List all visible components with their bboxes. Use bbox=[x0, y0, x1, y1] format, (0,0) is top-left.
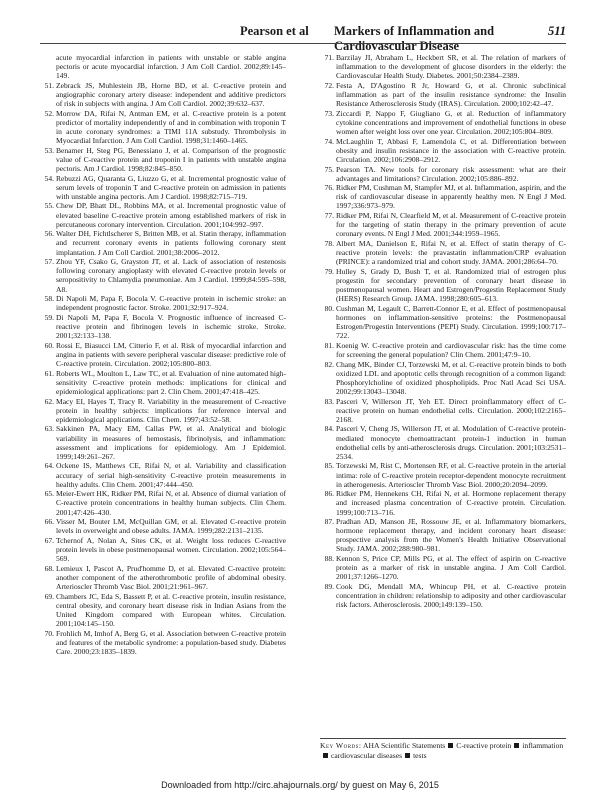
reference-item bbox=[320, 489, 566, 516]
reference-text: Ridker PM, Cushman M, Stampfer MJ, et al. Inflammation, aspirin, and the risk of cardiovascular disease in apparently healthy men. N Engl J Med. 1997;336:973–979. bbox=[336, 183, 566, 211]
reference-item bbox=[320, 397, 566, 424]
reference-item bbox=[40, 109, 286, 145]
reference-text: Tchernof A, Nolan A, Sites CK, et al. Weight loss reduces C-reactive protein levels in obese postmenopausal women. Circulation. 2002;105:564–569. bbox=[56, 535, 286, 564]
reference-number: 72. bbox=[324, 80, 334, 90]
reference-item bbox=[320, 517, 566, 553]
reference-text: Benamer H, Steg PG, Benessiano J, et al. Comparison of the prognostic value of C-reactive protein and troponin I in patients with unstable angina pectoris. Am J Cardiol. 1998;82:845–850. bbox=[56, 145, 286, 173]
reference-text: Koenig W. C-reactive protein and cardiovascular risk: has the time come for screening the general population? Clin Chem. 2001;47:9–10. bbox=[336, 340, 566, 359]
square-bullet-icon bbox=[448, 743, 453, 748]
reference-text: Di Napoli M, Papa F, Bocola V. C-reactive protein in ischemic stroke: an independent prognostic factor. Stroke. 2001;32:917–924. bbox=[56, 294, 286, 313]
reference-item bbox=[40, 294, 286, 312]
reference-text: Torzewski M, Rist C, Mortensen RF, et al. C-reactive protein in the arterial intima: role of C-reactive protein receptor-dependent monocyte recruitment in atherogenesis. Arterioscler Thromb Vasc Biol. 2000;20:2094–2099. bbox=[336, 461, 566, 489]
reference-text: Ockene IS, Matthews CE, Rifai N, et al. Variability and classification accuracy of serial high-sensitivity C-reactive protein measurements in healthy adults. Clin Chem. 2001;47:444–450. bbox=[56, 461, 286, 489]
reference-text: Barzilay JI, Abraham L, Heckbert SR, et al. The relation of markers of inflammation to the development of glucose disorders in the elderly: the Cardiovascular Health Study. Diabetes. 2001;50:2384–2389. bbox=[336, 53, 566, 81]
reference-number: 70. bbox=[44, 628, 54, 638]
key-word: AHA Scientific Statements bbox=[363, 741, 446, 750]
reference-text: Hulley S, Grady D, Bush T, et al. Randomized trial of estrogen plus progestin for secondary prevention of coronary heart disease in postmenopausal women. Heart and Estrogen/Progestin Replacement Study (HERS) Research Group. JAMA. 1998;280:605–613. bbox=[336, 266, 566, 304]
reference-text: Rebuzzi AG, Quaranta G, Liuzzo G, et al. Incremental prognostic value of serum levels of troponin T and C-reactive protein on admission in patients with unstable angina pectoris. Am J Cardiol. 1998;82:715–719. bbox=[56, 173, 286, 201]
reference-number: 77. bbox=[324, 211, 334, 221]
reference-number: 56. bbox=[44, 229, 54, 239]
keywords-rule bbox=[320, 738, 566, 739]
reference-number: 85. bbox=[324, 461, 334, 471]
reference-text: Meier-Ewert HK, Ridker PM, Rifai N, et al. Absence of diurnal variation of C-reactive protein concentrations in healthy human subjects. Clin Chem. 2001;47:426–430. bbox=[56, 489, 286, 517]
reference-text: Chew DP, Bhatt DL, Robbins MA, et al. Incremental prognostic value of elevated baseline C-reactive protein among established markers of risk in percutaneous coronary intervention. Circulation. 2001;104:992–997. bbox=[56, 201, 286, 229]
reference-text: Pasceri V, Willerson JT, Yeh ET. Direct proinflammatory effect of C-reactive protein on human endothelial cells. Circulation. 2000;102:2165–2168. bbox=[336, 396, 566, 424]
page-number: 511 bbox=[547, 24, 566, 38]
reference-number: 55. bbox=[44, 201, 54, 211]
reference-number: 75. bbox=[324, 164, 334, 174]
reference-list-left bbox=[40, 81, 286, 656]
reference-item bbox=[40, 489, 286, 516]
reference-number: 87. bbox=[324, 517, 334, 527]
reference-text: Cook DG, Mendall MA, Whincup PH, et al. C-reactive protein concentration in children: relationship to adiposity and other cardiovascular risk factors. Atherosclerosis. 2000;149:139–150. bbox=[336, 582, 566, 610]
reference-number: 54. bbox=[44, 173, 54, 183]
reference-text: Pearson TA. New tools for coronary risk assessment: what are their advantages and limitations? Circulation. 2002;105:886–892. bbox=[336, 164, 566, 183]
reference-number: 51. bbox=[44, 80, 54, 90]
reference-number: 53. bbox=[44, 145, 54, 155]
reference-number: 78. bbox=[324, 239, 334, 249]
reference-item bbox=[40, 174, 286, 201]
header-authors: Pearson et al bbox=[240, 24, 309, 38]
reference-number: 69. bbox=[44, 591, 54, 601]
reference-text: Walter DH, Fichtlscherer S, Britten MB, et al. Statin therapy, inflammation and recurrent coronary events in patients following coronary stent implantation. J Am Coll Cardiol. 2001;38:2006–2012. bbox=[56, 229, 286, 257]
key-word: cardiovascular diseases bbox=[331, 751, 403, 760]
reference-number: 52. bbox=[44, 108, 54, 118]
reference-item bbox=[40, 592, 286, 628]
reference-item bbox=[40, 201, 286, 228]
reference-item bbox=[40, 146, 286, 173]
reference-number: 68. bbox=[44, 563, 54, 573]
reference-number: 73. bbox=[324, 108, 334, 118]
reference-number: 62. bbox=[44, 396, 54, 406]
reference-number: 60. bbox=[44, 340, 54, 350]
reference-number: 81. bbox=[324, 340, 334, 350]
key-words bbox=[320, 741, 566, 761]
download-footer: Downloaded from http://circ.ahajournals.org/ by guest on May 6, 2015 bbox=[161, 780, 439, 790]
reference-item bbox=[320, 183, 566, 210]
reference-item bbox=[320, 165, 566, 183]
references-right-column bbox=[320, 53, 566, 610]
reference-item bbox=[40, 629, 286, 656]
reference-item bbox=[320, 211, 566, 238]
reference-item bbox=[40, 257, 286, 293]
reference-item bbox=[320, 304, 566, 340]
square-bullet-icon bbox=[514, 743, 519, 748]
reference-item bbox=[40, 536, 286, 563]
reference-number: 63. bbox=[44, 424, 54, 434]
reference-item bbox=[320, 341, 566, 359]
reference-number: 59. bbox=[44, 312, 54, 322]
key-word: tests bbox=[413, 751, 427, 760]
reference-number: 83. bbox=[324, 396, 334, 406]
reference-item bbox=[40, 341, 286, 368]
key-words-label: Key Words: bbox=[320, 741, 362, 750]
reference-text: Frohlich M, Imhof A, Berg G, et al. Association between C-reactive protein and features of the metabolic syndrome: a population-based study. Diabetes Care. 2000;23:1835–1839. bbox=[56, 628, 286, 656]
reference-item bbox=[40, 397, 286, 424]
references-left-column bbox=[40, 53, 286, 657]
reference-number: 89. bbox=[324, 582, 334, 592]
reference-item bbox=[40, 369, 286, 396]
reference-text: Pasceri V, Cheng JS, Willerson JT, et al. Modulation of C-reactive protein-mediated monocyte chemoattractant protein-1 induction in human endothelial cells by anti-atherosclerosis drugs. Circulation. 2001;103:2531–2534. bbox=[336, 424, 566, 461]
header-title: Markers of Inflammation and Cardiovascular Disease bbox=[334, 24, 495, 53]
reference-text: Rossi E, Biasucci LM, Citterio F, et al. Risk of myocardial infarction and angina in patients with severe peripheral vascular disease: predictive role of C-reactive protein. Circulation. 2002;105:800–803. bbox=[56, 340, 286, 369]
reference-number: 58. bbox=[44, 294, 54, 304]
reference-number: 71. bbox=[324, 53, 334, 62]
reference-text: Cushman M, Legault C, Barrett-Connor E, et al. Effect of postmenopausal hormones on inflammation-sensitive proteins: the Postmenopausal Estrogen/Progestin Interventions (PEPI) Study. Circulation. 1999;100:717–722. bbox=[336, 303, 566, 341]
reference-number: 65. bbox=[44, 489, 54, 499]
reference-text: Kennon S, Price CP, Mills PG, et al. The effect of aspirin on C-reactive protein as a marker of risk in unstable angina. J Am Coll Cardiol. 2001;37:1266–1270. bbox=[336, 554, 566, 582]
reference-text: Pradhan AD, Manson JE, Rossouw JE, et al. Inflammatory biomarkers, hormone replacement therapy, and incident coronary heart disease: prospective analysis from the Women's Health Initiative Observational Study. JAMA. 2002;288:980–981. bbox=[336, 517, 566, 554]
reference-number: 82. bbox=[324, 359, 334, 369]
square-bullet-icon bbox=[405, 753, 410, 758]
reference-text: Macy EI, Hayes T, Tracy R. Variability in the measurement of C-reactive protein in healthy subjects: implications for reference interval and epidemiological applications. Clin Chem. 1997;43:52–58. bbox=[56, 396, 286, 424]
reference-text: Sakkinen PA, Macy EM, Callas PW, et al. Analytical and biologic variability in measures of hemostasis, fibrinolysis, and inflammation: assessment and implications for epidemiology. Am J Epidemiol. 1999;149:261–267. bbox=[56, 424, 286, 461]
reference-item bbox=[40, 517, 286, 535]
key-word: inflammation bbox=[522, 741, 564, 750]
reference-item bbox=[320, 554, 566, 581]
reference-item bbox=[40, 81, 286, 108]
reference-text: Lemieux I, Pascot A, Prud'homme D, et al. Elevated C-reactive protein: another component of the atherothrombotic profile of abdominal obesity. Arterioscler Thromb Vasc Biol. 2001;21:961–967. bbox=[56, 563, 286, 592]
reference-text: Ridker PM, Hennekens CH, Rifai N, et al. Hormone replacement therapy and increased plasma concentration of C-reactive protein. Circulation. 1999;100:713–716. bbox=[336, 489, 566, 517]
reference-text: Chang MK, Binder CJ, Torzewski M, et al. C-reactive protein binds to both oxidized LDL and apoptotic cells through recognition of a common ligand: Phosphorylcholine of oxidized phospholipids. Proc Natl Acad Sci USA. 2002;99:13043–13048. bbox=[336, 359, 566, 396]
reference-text: Visser M, Bouter LM, McQuillan GM, et al. Elevated C-reactive protein levels in overweight and obese adults. JAMA. 1999;282:2131–2135. bbox=[56, 517, 286, 536]
reference-item bbox=[320, 81, 566, 108]
reference-text: Zhou YF, Csako G, Grayston JT, et al. Lack of association of restenosis following coronary angioplasty with elevated C-reactive protein levels or seropositivity to Chlamydia pneumoniae. Am J Cardiol. 1999;84:595–598, A8. bbox=[56, 257, 286, 294]
reference-item bbox=[40, 564, 286, 591]
reference-item bbox=[320, 424, 566, 460]
reference-number: 80. bbox=[324, 303, 334, 313]
reference-number: 66. bbox=[44, 517, 54, 527]
reference-list-right bbox=[320, 53, 566, 609]
reference-item bbox=[40, 461, 286, 488]
reference-text: Morrow DA, Rifai N, Antman EM, et al. C-reactive protein is a potent predictor of mortality independently of and in combination with troponin T in acute coronary syndromes: a TIMI 11A substudy. Thrombolysis in Myocardial Infarction. J Am Coll Cardiol. 1998;31:1460–1465. bbox=[56, 108, 286, 146]
reference-item bbox=[320, 267, 566, 303]
reference-item bbox=[320, 53, 566, 80]
reference-text: Di Napoli M, Papa F, Bocola V. Prognostic influence of increased C-reactive protein and fibrinogen levels in ischemic stroke. Stroke. 2001;32:133–138. bbox=[56, 312, 286, 341]
reference-number: 67. bbox=[44, 535, 54, 545]
reference-continuation: acute myocardial infarction in patients with unstable or stable angina pectoris or acute myocardial infarction. J Am Coll Cardiol. 2002;89:145–149. bbox=[56, 53, 286, 81]
reference-text: McLaughlin T, Abbasi F, Lamendola C, et al. Differentiation between obesity and insulin resistance in the association with C-reactive protein. Circulation. 2002;106:2908–2912. bbox=[336, 136, 566, 164]
reference-item bbox=[40, 229, 286, 256]
reference-number: 57. bbox=[44, 257, 54, 267]
running-header bbox=[40, 24, 566, 53]
reference-number: 64. bbox=[44, 461, 54, 471]
reference-text: Ridker PM, Rifai N, Clearfield M, et al. Measurement of C-reactive protein for the targeting of statin therapy in the primary prevention of acute coronary events. N Engl J Med. 2001;344:1959–1965. bbox=[336, 211, 566, 239]
reference-item bbox=[320, 582, 566, 609]
reference-number: 88. bbox=[324, 554, 334, 564]
reference-item bbox=[40, 313, 286, 340]
reference-item bbox=[320, 461, 566, 488]
key-word: C-reactive protein bbox=[456, 741, 512, 750]
square-bullet-icon bbox=[323, 753, 328, 758]
reference-number: 61. bbox=[44, 368, 54, 378]
reference-number: 76. bbox=[324, 183, 334, 193]
reference-text: Festa A, D'Agostino R Jr, Howard G, et al. Chronic subclinical inflammation as part of the insulin resistance syndrome: the Insulin Resistance Atherosclerosis Study (IRAS). Circulation. 2000;102:42–47. bbox=[336, 80, 566, 109]
reference-number: 79. bbox=[324, 266, 334, 276]
reference-item bbox=[320, 109, 566, 136]
reference-number: 74. bbox=[324, 136, 334, 146]
reference-number: 86. bbox=[324, 489, 334, 499]
reference-number: 84. bbox=[324, 424, 334, 434]
reference-text: Albert MA, Danielson E, Rifai N, et al. Effect of statin therapy of C-reactive protein levels: the pravastatin inflammation/CRP evaluation (PRINCE): a randomized trial and cohort study. JAMA. 2001;286:64–70. bbox=[336, 239, 566, 267]
reference-item bbox=[40, 424, 286, 460]
reference-item bbox=[320, 137, 566, 164]
reference-item bbox=[320, 360, 566, 396]
reference-item bbox=[320, 239, 566, 266]
header-rule bbox=[40, 43, 566, 44]
reference-text: Roberts WL, Moulton L, Law TC, et al. Evaluation of nine automated high-sensitivity C-reactive protein methods: implications for clinical and epidemiological applications: part 2. Clin Chem. 2001;47:418–425. bbox=[56, 368, 286, 396]
reference-text: Chambers JC, Eda S, Bassett P, et al. C-reactive protein, insulin resistance, central obesity, and coronary heart disease risk in Indian Asians from the United Kingdom compared with European whites. Circulation. 2001;104:145–150. bbox=[56, 591, 286, 628]
reference-text: Ziccardi P, Nappo F, Giugliano G, et al. Reduction of inflammatory cytokine concentrations and improvement of endothelial functions in obese women after weight loss over one year. Circulation. 2002;105:804–809. bbox=[336, 108, 566, 136]
reference-text: Zebrack JS, Muhlestein JB, Horne BD, et al. C-reactive protein and angiographic coronary artery disease: independent and additive predictors of risk in subjects with angina. J Am Coll Cardiol. 2002;39:632–637. bbox=[56, 80, 286, 109]
